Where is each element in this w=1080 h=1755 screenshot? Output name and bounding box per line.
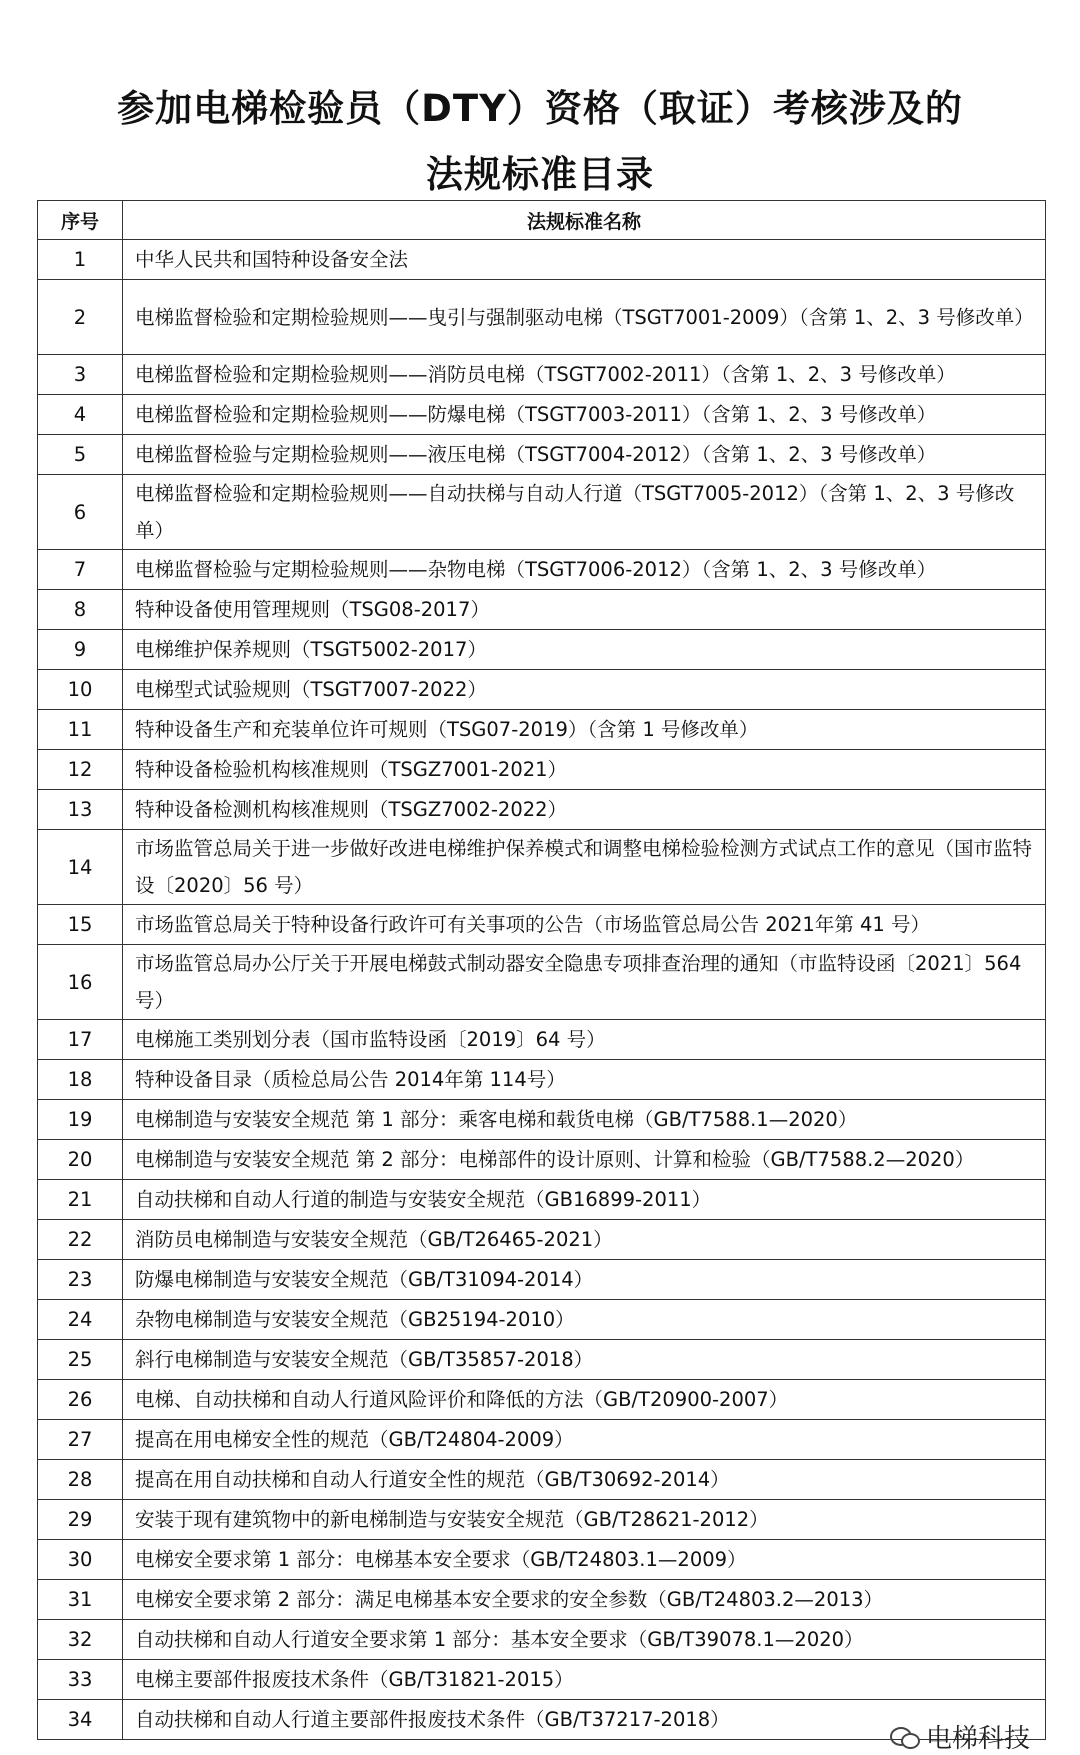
row-no: 32: [38, 1620, 123, 1660]
row-name: 特种设备检验机构核准规则（TSGZ7001-2021）: [123, 750, 1046, 790]
table-row: [38, 1060, 1046, 1100]
row-name: 电梯监督检验和定期检验规则——消防员电梯（TSGT7002-2011）（含第 1、2、3 号修改单）: [123, 355, 1046, 395]
table-row: [38, 590, 1046, 630]
table-row: [38, 1500, 1046, 1540]
row-no: 19: [38, 1100, 123, 1140]
row-name: 自动扶梯和自动人行道的制造与安装安全规范（GB16899-2011）: [123, 1180, 1046, 1220]
table-row: [38, 1180, 1046, 1220]
regulation-table: [37, 200, 1046, 1740]
row-name: 消防员电梯制造与安装安全规范（GB/T26465-2021）: [123, 1220, 1046, 1260]
document-title-line2: 法规标准目录: [426, 153, 654, 196]
row-no: 16: [38, 945, 123, 1020]
row-no: 25: [38, 1340, 123, 1380]
table-row: [38, 240, 1046, 280]
header-no: 序号: [38, 201, 123, 240]
row-name: 电梯制造与安装安全规范 第 1 部分：乘客电梯和载货电梯（GB/T7588.1—2020）: [123, 1100, 1046, 1140]
row-no: 30: [38, 1540, 123, 1580]
row-no: 27: [38, 1420, 123, 1460]
table-row: [38, 355, 1046, 395]
row-name: 特种设备使用管理规则（TSG08-2017）: [123, 590, 1046, 630]
row-no: 12: [38, 750, 123, 790]
table-row: [38, 1100, 1046, 1140]
row-name: 市场监管总局关于进一步做好改进电梯维护保养模式和调整电梯检验检测方式试点工作的意见（国市监特设〔2020〕56 号）: [123, 830, 1046, 905]
row-no: 23: [38, 1260, 123, 1300]
table-header-row: [38, 201, 1046, 240]
table-row: [38, 1220, 1046, 1260]
row-name: 斜行电梯制造与安装安全规范（GB/T35857-2018）: [123, 1340, 1046, 1380]
row-no: 26: [38, 1380, 123, 1420]
row-no: 18: [38, 1060, 123, 1100]
row-no: 15: [38, 905, 123, 945]
row-name: 市场监管总局关于特种设备行政许可有关事项的公告（市场监管总局公告 2021年第 41 号）: [123, 905, 1046, 945]
row-name: 电梯安全要求第 2 部分：满足电梯基本安全要求的安全参数（GB/T24803.2—2013）: [123, 1580, 1046, 1620]
row-name: 电梯监督检验和定期检验规则——防爆电梯（TSGT7003-2011）（含第 1、2、3 号修改单）: [123, 395, 1046, 435]
row-no: 20: [38, 1140, 123, 1180]
row-no: 9: [38, 630, 123, 670]
row-no: 33: [38, 1660, 123, 1700]
row-name: 特种设备目录（质检总局公告 2014年第 114号）: [123, 1060, 1046, 1100]
table-row: [38, 475, 1046, 550]
row-no: 29: [38, 1500, 123, 1540]
table-row: [38, 280, 1046, 355]
row-name: 提高在用电梯安全性的规范（GB/T24804-2009）: [123, 1420, 1046, 1460]
row-no: 8: [38, 590, 123, 630]
row-no: 11: [38, 710, 123, 750]
row-name: 提高在用自动扶梯和自动人行道安全性的规范（GB/T30692-2014）: [123, 1460, 1046, 1500]
row-name: 电梯施工类别划分表（国市监特设函〔2019〕64 号）: [123, 1020, 1046, 1060]
header-name: 法规标准名称: [123, 201, 1046, 240]
table-row: [38, 945, 1046, 1020]
row-no: 3: [38, 355, 123, 395]
row-no: 13: [38, 790, 123, 830]
table-row: [38, 1620, 1046, 1660]
row-name: 安装于现有建筑物中的新电梯制造与安装安全规范（GB/T28621-2012）: [123, 1500, 1046, 1540]
row-name: 电梯主要部件报废技术条件（GB/T31821-2015）: [123, 1660, 1046, 1700]
table-row: [38, 1460, 1046, 1500]
row-no: 21: [38, 1180, 123, 1220]
table-row: [38, 630, 1046, 670]
row-name: 市场监管总局办公厅关于开展电梯鼓式制动器安全隐患专项排查治理的通知（市监特设函〔2021〕564 号）: [123, 945, 1046, 1020]
table-row: [38, 1020, 1046, 1060]
table-row: [38, 1660, 1046, 1700]
row-name: 电梯、自动扶梯和自动人行道风险评价和降低的方法（GB/T20900-2007）: [123, 1380, 1046, 1420]
table-row: [38, 1340, 1046, 1380]
row-no: 6: [38, 475, 123, 550]
table-row: [38, 1580, 1046, 1620]
row-no: 31: [38, 1580, 123, 1620]
row-name: 电梯监督检验和定期检验规则——自动扶梯与自动人行道（TSGT7005-2012）（含第 1、2、3 号修改单）: [123, 475, 1046, 550]
row-no: 4: [38, 395, 123, 435]
row-no: 24: [38, 1300, 123, 1340]
watermark: [890, 1718, 1030, 1755]
row-name: 电梯监督检验与定期检验规则——杂物电梯（TSGT7006-2012）（含第 1、2、3 号修改单）: [123, 550, 1046, 590]
table-row: [38, 905, 1046, 945]
row-no: 14: [38, 830, 123, 905]
row-name: 自动扶梯和自动人行道安全要求第 1 部分：基本安全要求（GB/T39078.1—2020）: [123, 1620, 1046, 1660]
row-no: 2: [38, 280, 123, 355]
row-name: 电梯监督检验与定期检验规则——液压电梯（TSGT7004-2012）（含第 1、2、3 号修改单）: [123, 435, 1046, 475]
table-row: [38, 670, 1046, 710]
table-row: [38, 1140, 1046, 1180]
table-row: [38, 830, 1046, 905]
row-no: 28: [38, 1460, 123, 1500]
table-row: [38, 750, 1046, 790]
table-row: [38, 1420, 1046, 1460]
table-row: [38, 1260, 1046, 1300]
row-name: 中华人民共和国特种设备安全法: [123, 240, 1046, 280]
table-row: [38, 550, 1046, 590]
row-name: 防爆电梯制造与安装安全规范（GB/T31094-2014）: [123, 1260, 1046, 1300]
row-name: 电梯维护保养规则（TSGT5002-2017）: [123, 630, 1046, 670]
table-row: [38, 1300, 1046, 1340]
row-name: 电梯制造与安装安全规范 第 2 部分：电梯部件的设计原则、计算和检验（GB/T7588.2—2020）: [123, 1140, 1046, 1180]
row-name: 电梯安全要求第 1 部分：电梯基本安全要求（GB/T24803.1—2009）: [123, 1540, 1046, 1580]
table-row: [38, 1540, 1046, 1580]
row-name: 电梯监督检验和定期检验规则——曳引与强制驱动电梯（TSGT7001-2009）（含第 1、2、3 号修改单）: [123, 280, 1046, 355]
row-name: 自动扶梯和自动人行道主要部件报废技术条件（GB/T37217-2018）: [123, 1700, 1046, 1740]
row-name: 特种设备检测机构核准规则（TSGZ7002-2022）: [123, 790, 1046, 830]
row-name: 特种设备生产和充装单位许可规则（TSG07-2019）（含第 1 号修改单）: [123, 710, 1046, 750]
row-no: 1: [38, 240, 123, 280]
row-no: 22: [38, 1220, 123, 1260]
row-no: 17: [38, 1020, 123, 1060]
row-no: 5: [38, 435, 123, 475]
table-row: [38, 435, 1046, 475]
table-row: [38, 1380, 1046, 1420]
table-row: [38, 710, 1046, 750]
row-no: 34: [38, 1700, 123, 1740]
document-title-line1: 参加电梯检验员（DTY）资格（取证）考核涉及的: [117, 87, 963, 130]
watermark-text: 电梯科技: [926, 1724, 1031, 1754]
table-row: [38, 395, 1046, 435]
row-name: 杂物电梯制造与安装安全规范（GB25194-2010）: [123, 1300, 1046, 1340]
row-name: 电梯型式试验规则（TSGT7007-2022）: [123, 670, 1046, 710]
table-row: [38, 790, 1046, 830]
row-no: 10: [38, 670, 123, 710]
row-no: 7: [38, 550, 123, 590]
